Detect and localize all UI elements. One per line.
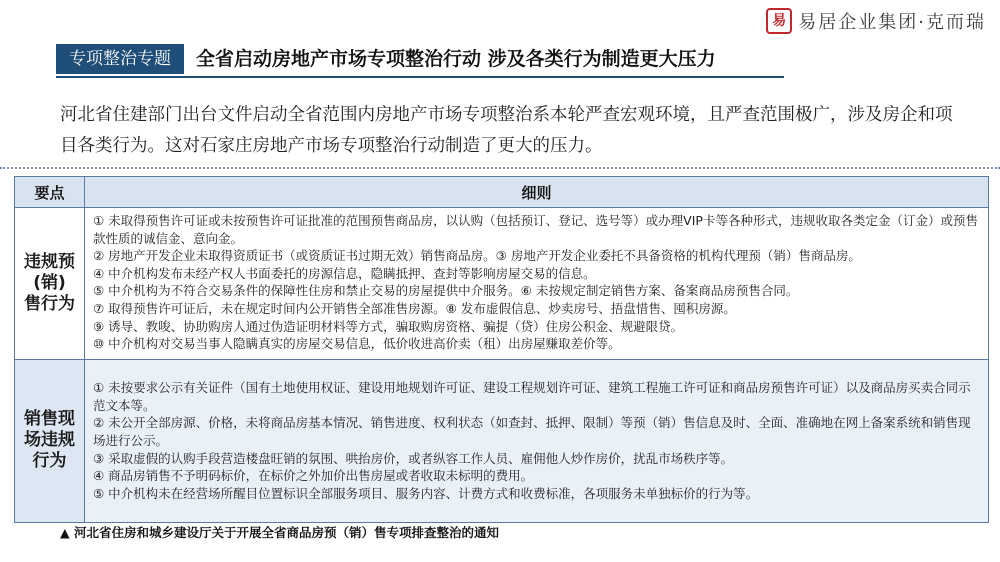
rules-table — [14, 176, 989, 523]
rule-item: ② 未公开全部房源、价格，未将商品房基本情况、销售进度、权利状态（如查封、抵押、限制）等预（销）售信息及时、全面、准确地在网上备案系统和销售现场进行公示。 — [93, 415, 971, 448]
header-detail: 细则 — [85, 177, 989, 208]
rule-item: ⑤ 中介机构为不符合交易条件的保障性住房和禁止交易的房屋提供中介服务。⑥ 未按规定制定销售方案、备案商品房预售合同。 — [93, 283, 799, 299]
intro-paragraph: 河北省住建部门出台文件启动全省范围内房地产市场专项整治系本轮严查宏观环境，且严查范围极广，涉及房企和项目各类行为。这对石家庄房地产市场专项整治行动制造了更大的压力。 — [60, 105, 953, 156]
row-key-sales-site — [15, 359, 85, 522]
header-key: 要点 — [15, 177, 85, 208]
rule-item: ⑩ 中介机构对交易当事人隐瞒真实的房屋交易信息，低价收进高价卖（租）出房屋赚取差价等。 — [93, 336, 621, 352]
section-divider — [0, 167, 1000, 169]
rule-item: ⑨ 诱导、教唆、协助购房人通过伪造证明材料等方式，骗取购房资格、骗提（贷）住房公积金、规避限贷。 — [93, 318, 684, 334]
rule-item: ① 未按要求公示有关证件（国有土地使用权证、建设用地规划许可证、建设工程规划许可证、建筑工程施工许可证和商品房预售许可证）以及商品房买卖合同示范文本等。 — [93, 380, 971, 413]
rule-item: ⑦ 取得预售许可证后，未在规定时间内公开销售全部准售房源。⑧ 发布虚假信息、炒卖房号、捂盘惜售、囤积房源。 — [93, 300, 736, 316]
row-key-line: 违规预 — [24, 251, 75, 272]
row-key-line: 场违规 — [24, 430, 75, 451]
table-row-sales-site-violations — [15, 359, 989, 522]
rule-item: ③ 采取虚假的认购手段营造楼盘旺销的氛围、哄抬房价，或者纵容工作人员、雇佣他人炒作房价，扰乱市场秩序等。 — [93, 450, 734, 466]
row-detail-sales-site — [85, 359, 989, 522]
row-key-line: 售行为 — [24, 293, 75, 314]
row-detail-presale — [85, 208, 989, 360]
title-underline — [56, 76, 784, 78]
row-key-line: 销售现 — [24, 409, 75, 430]
row-key-line: 行为 — [32, 451, 67, 472]
row-key-line: (销) — [33, 272, 66, 293]
rule-item: ⑤ 中介机构未在经营场所醒目位置标识全部服务项目、服务内容、计费方式和收费标准，各项服务未单独标价的行为等。 — [93, 485, 759, 501]
rule-item: ① 未取得预售许可证或未按预售许可证批准的范围预售商品房，以认购（包括预订、登记、选号等）或办理VIP卡等各种形式，违规收取各类定金（订金）或预售款性质的诚信金、意向金。 — [93, 213, 978, 246]
brand-logo — [766, 8, 986, 34]
table-row-presale-violations — [15, 208, 989, 360]
topic-tag: 专项整治专题 — [56, 44, 184, 74]
rule-item: ④ 中介机构发布未经产权人书面委托的房源信息，隐瞒抵押、查封等影响房屋交易的信息。 — [93, 265, 596, 281]
source-caption: ▲ 河北省住房和城乡建设厅关于开展全省商品房预（销）售专项排查整治的通知 — [60, 525, 499, 540]
brand-mark-icon: 易 — [766, 8, 792, 34]
brand-name: 易居企业集团·克而瑞 — [798, 12, 986, 33]
page-title: 全省启动房地产市场专项整治行动 涉及各类行为制造更大压力 — [196, 48, 716, 70]
table-header-row — [15, 177, 989, 208]
rule-item: ④ 商品房销售不予明码标价，在标价之外加价出售房屋或者收取未标明的费用。 — [93, 468, 534, 484]
row-key-presale — [15, 208, 85, 360]
rule-item: ② 房地产开发企业未取得资质证书（或资质证书过期无效）销售商品房。③ 房地产开发企业委托不具备资格的机构代理预（销）售商品房。 — [93, 248, 861, 264]
